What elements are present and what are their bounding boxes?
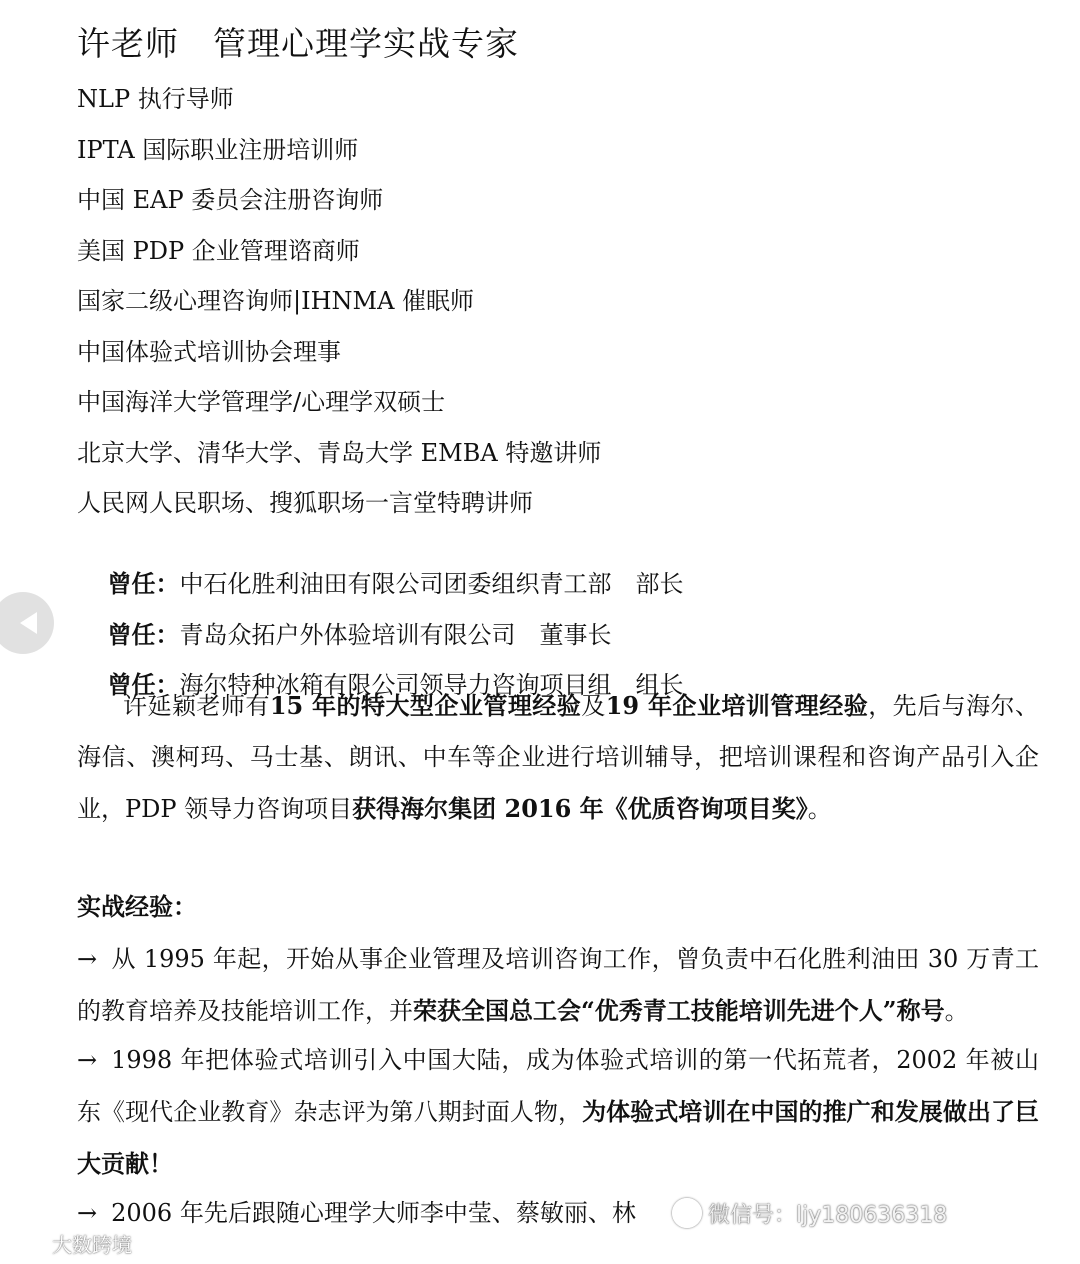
- experience-item: [77, 934, 1039, 1037]
- watermark-text: 微信号：ljy180636318: [708, 1202, 948, 1228]
- experience-text: 从 1995 年起，开始从事企业管理及培训咨询工作，曾负责中石化胜利油田 30 万青工的教育培养及技能培训工作，并: [77, 945, 1039, 1025]
- arrow-icon: →: [77, 945, 98, 973]
- experience-text: 。: [944, 997, 969, 1025]
- position-text: 海尔特种冰箱有限公司领导力咨询项目组 组长: [179, 671, 684, 699]
- chevron-left-icon: [17, 610, 39, 636]
- bio-highlight: 19 年企业培训管理经验: [605, 691, 869, 720]
- position-text: 中石化胜利油田有限公司团委组织青工部 部长: [179, 570, 684, 598]
- credential-item: 北京大学、清华大学、青岛大学 EMBA 特邀讲师: [77, 439, 602, 467]
- experience-highlight: 为体验式培训在中国的推广和发展做出了巨大贡献！: [77, 1097, 1039, 1178]
- previous-page-button[interactable]: [0, 592, 54, 654]
- experience-text: 1998 年把体验式培训引入中国大陆，成为体验式培训的第一代拓荒者，2002 年被山东《现代企业教育》杂志评为第八期封面人物，: [77, 1046, 1039, 1126]
- position-prefix: 曾任：: [107, 569, 180, 598]
- brand-watermark: [8, 1228, 132, 1258]
- bio-text: 许延颖老师有: [123, 692, 270, 720]
- watermark-text: 大数跨境: [52, 1232, 132, 1257]
- brand-logo-icon: [8, 1231, 48, 1255]
- credential-item: IPTA 国际职业注册培训师: [77, 136, 359, 164]
- credential-item: 美国 PDP 企业管理谘商师: [77, 237, 360, 265]
- bio-highlight: 15 年的特大型企业管理经验: [269, 691, 582, 720]
- bio-text: 及: [581, 692, 606, 720]
- experience-heading: 实战经验：: [77, 892, 197, 921]
- bio-paragraph: [77, 680, 1039, 835]
- credential-item: 中国海洋大学管理学/心理学双硕士: [77, 388, 446, 416]
- arrow-icon: →: [77, 1199, 98, 1227]
- arrow-icon: →: [77, 1046, 98, 1074]
- bio-text: 。: [807, 795, 832, 823]
- bio-text: ，先后与海尔、海信、澳柯玛、马士基、朗讯、中车等企业进行培训辅导，把培训课程和咨询产品引入企业，PDP 领导力咨询项目: [77, 692, 1040, 823]
- credential-item: 中国体验式培训协会理事: [77, 338, 341, 366]
- credential-item: 中国 EAP 委员会注册咨询师: [77, 186, 384, 214]
- credential-item: NLP 执行导师: [77, 85, 234, 113]
- credential-item: 国家二级心理咨询师|IHNMA 催眠师: [77, 287, 475, 315]
- credential-item: 人民网人民职场、搜狐职场一言堂特聘讲师: [77, 489, 533, 517]
- position-prefix: 曾任：: [107, 670, 180, 699]
- wechat-icon: [672, 1198, 702, 1228]
- page-title: 许老师 管理心理学实战专家: [77, 24, 519, 63]
- experience-text: 2006 年先后跟随心理学大师李中莹、蔡敏丽、林: [111, 1199, 636, 1227]
- bio-highlight: 获得海尔集团 2016 年《优质咨询项目奖》: [352, 794, 808, 823]
- position-text: 青岛众拓户外体验培训有限公司 董事长: [179, 621, 612, 649]
- wechat-watermark: [672, 1196, 947, 1230]
- experience-item: [77, 1035, 1039, 1190]
- experience-highlight: 荣获全国总工会“优秀青工技能培训先进个人”称号: [413, 996, 945, 1025]
- position-prefix: 曾任：: [107, 620, 180, 649]
